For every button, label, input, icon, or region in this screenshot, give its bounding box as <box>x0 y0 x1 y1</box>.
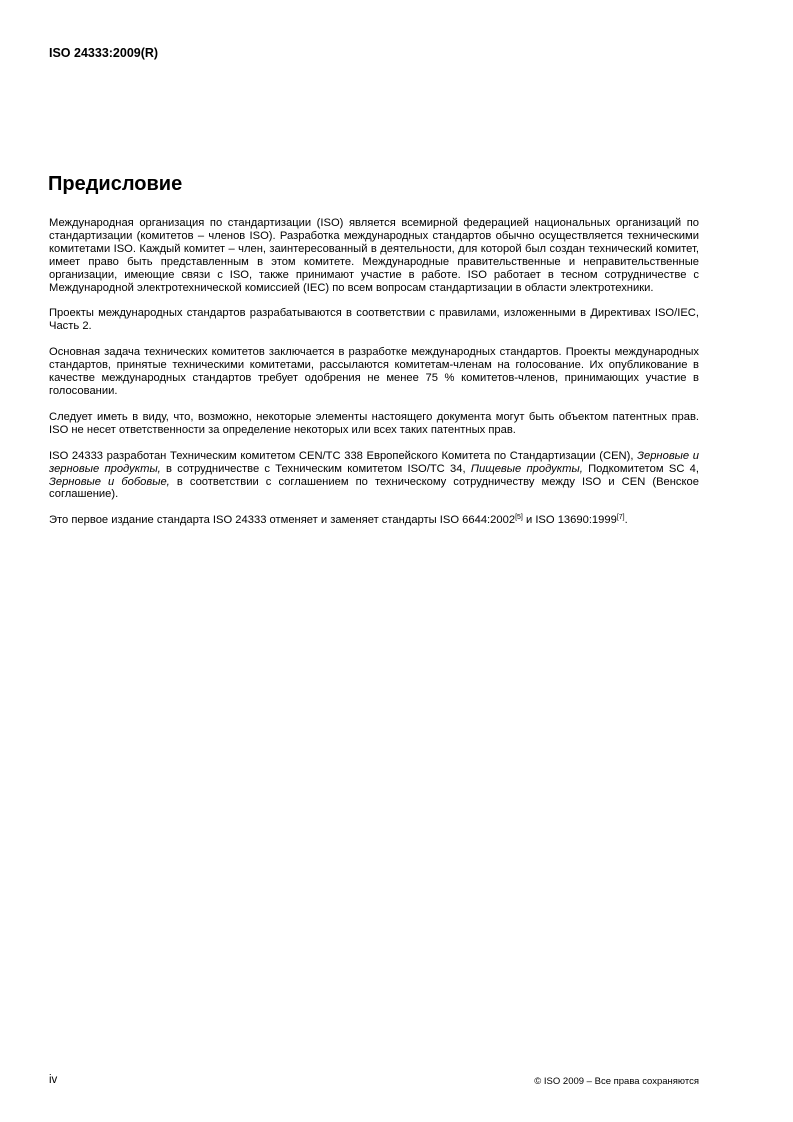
page-number: iv <box>49 1074 58 1086</box>
paragraph-patent-rights: Следует иметь в виду, что, возможно, некоторые элементы настоящего документа могут быть объектом патентных прав. ISO не несет ответственности за определение некоторых или всех таких патентных прав. <box>49 410 699 436</box>
text-segment: в сотрудничестве с Техническим комитетом ISO/TC 34, <box>160 462 471 475</box>
text-segment: ISO 24333 разработан Техническим комитетом CEN/TC 338 Европейского Комитета по Стандартизации (CEN), <box>49 449 638 462</box>
paragraph-iso-organization: Международная организация по стандартизации (ISO) является всемирной федерацией национальных организаций по стандартизации (комитетов – членов ISO). Разработка международных стандартов обычно осуществляется техническими комитетами ISO. Каждый комитет – член, заинтересованный в деятельности, для которой был создан технический комитет, имеет право быть представленным в этом комитете. Международные правительственные и неправительственные организации, имеющие связи с ISO, также принимают участие в работе. ISO работает в тесном сотрудничестве с Международной электротехнической комиссией (IEC) по всем вопросам стандартизации в области электротехники. <box>49 217 699 294</box>
reference-superscript: [5] <box>515 514 523 522</box>
text-segment: и ISO 13690:1999 <box>522 514 617 527</box>
foreword-body <box>49 217 699 540</box>
text-segment: . <box>624 514 628 527</box>
committee-name-italic: Зерновые и зерновые продукты, <box>49 449 699 475</box>
paragraph-committee-task: Основная задача технических комитетов заключается в разработке международных стандартов. Проекты международных стандартов, принятые техническими комитетами, рассылаются комитетам-членам на голосование. Их опубликование в качестве международных стандартов требует одобрения не менее 75 % комитетов-членов, принимающих участие в голосовании. <box>49 346 699 397</box>
text-segment: Подкомитетом SC 4, <box>582 462 699 475</box>
text-segment: Это первое издание стандарта ISO 24333 отменяет и заменяет стандарты ISO 6644:2002 <box>49 514 516 527</box>
text-segment: в соответствии с соглашением по техническому сотрудничеству между ISO и CEN (Венское соглашение). <box>49 475 699 501</box>
paragraph-directives: Проекты международных стандартов разрабатываются в соответствии с правилами, изложенными в Директивах ISO/IEC, Часть 2. <box>49 307 699 333</box>
paragraph-development <box>49 450 699 502</box>
page-title: Предисловие <box>48 173 183 195</box>
paragraph-edition <box>49 514 699 527</box>
copyright-notice: © ISO 2009 – Все права сохраняются <box>534 1076 699 1087</box>
committee-name-italic: Пищевые продукты, <box>470 462 583 475</box>
document-id-header: ISO 24333:2009(R) <box>49 46 159 60</box>
subcommittee-name-italic: Зерновые и бобовые, <box>49 475 170 488</box>
reference-superscript: [7] <box>616 514 625 522</box>
